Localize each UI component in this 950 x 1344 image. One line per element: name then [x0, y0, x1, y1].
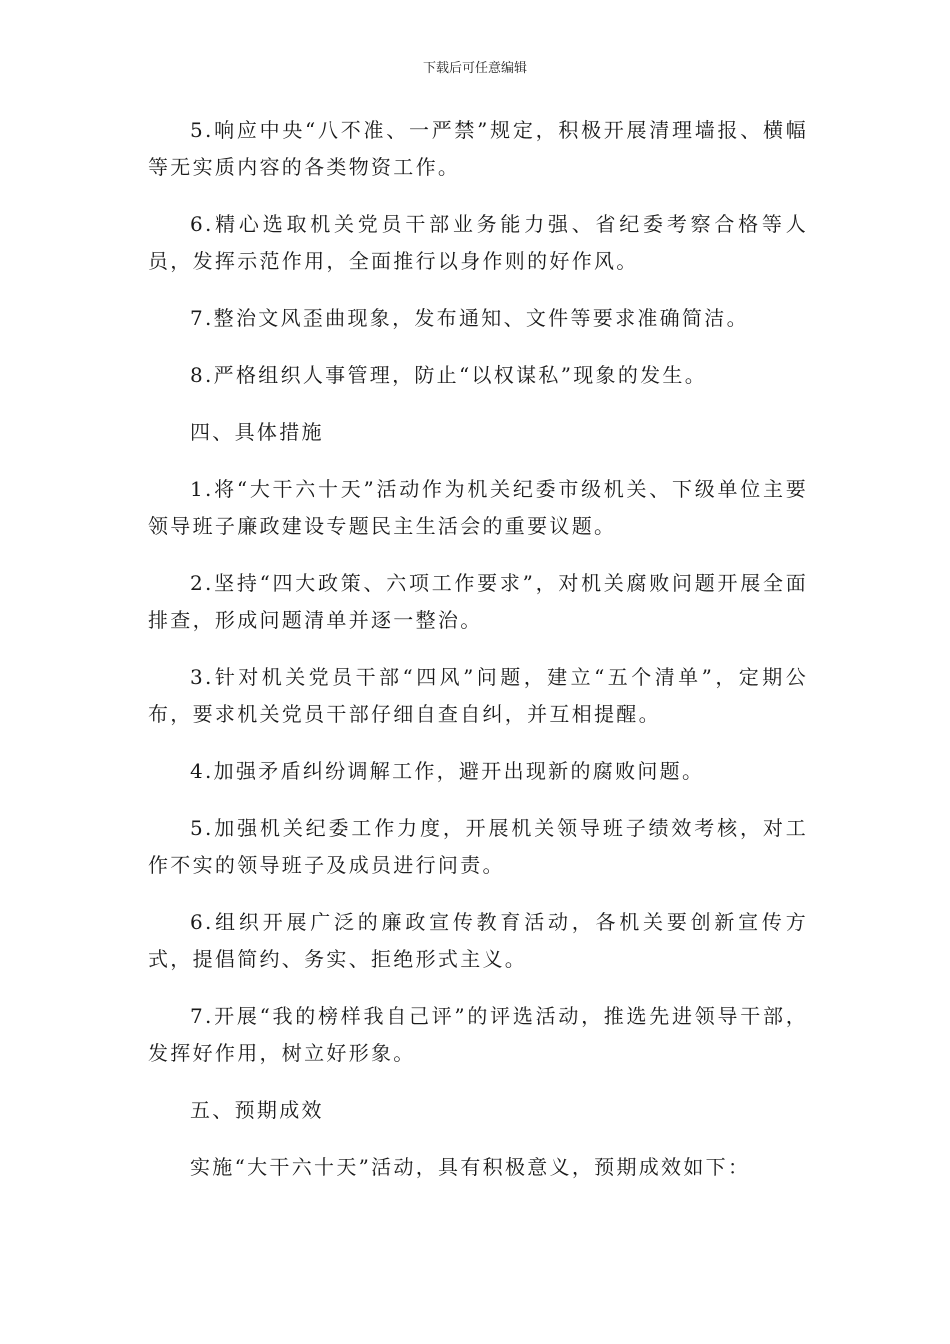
measure-item-7: 7.开展“我的榜样我自己评”的评选活动，推选先进领导干部，发挥好作用，树立好形象。: [148, 1004, 808, 1065]
section-heading-measures: 四、具体措施: [190, 420, 324, 444]
measure-item-1: 1.将“大干六十天”活动作为机关纪委市级机关、下级单位主要领导班子廉政建设专题民主生活会的重要议题。: [148, 477, 808, 538]
measure-item-3: 3.针对机关党员干部“四风”问题，建立“五个清单”，定期公布，要求机关党员干部仔细自查自纠，并互相提醒。: [148, 665, 808, 726]
paragraph-item-8: 8.严格组织人事管理，防止“以权谋私”现象的发生。: [190, 363, 708, 387]
paragraph-item-5: 5.响应中央“八不准、一严禁”规定，积极开展清理墙报、横幅等无实质内容的各类物资工作。: [148, 118, 808, 179]
section-heading-expected-results: 五、预期成效: [190, 1098, 324, 1122]
measure-item-6: 6.组织开展广泛的廉政宣传教育活动，各机关要创新宣传方式，提倡简约、务实、拒绝形式主义。: [148, 910, 808, 971]
measure-item-2: 2.坚持“四大政策、六项工作要求”，对机关腐败问题开展全面排查，形成问题清单并逐一整治。: [148, 571, 808, 632]
document-body: [148, 112, 808, 1206]
page-header: 下载后可任意编辑: [422, 61, 527, 76]
measure-item-4: 4.加强矛盾纠纷调解工作，避开出现新的腐败问题。: [190, 759, 705, 783]
paragraph-item-7: 7.整治文风歪曲现象，发布通知、文件等要求准确简洁。: [190, 306, 749, 330]
paragraph-item-6: 6.精心选取机关党员干部业务能力强、省纪委考察合格等人员，发挥示范作用，全面推行以身作则的好作风。: [148, 212, 808, 273]
expected-results-intro: 实施“大干六十天”活动，具有积极意义，预期成效如下：: [190, 1155, 751, 1179]
measure-item-5: 5.加强机关纪委工作力度，开展机关领导班子绩效考核，对工作不实的领导班子及成员进行问责。: [148, 816, 808, 877]
